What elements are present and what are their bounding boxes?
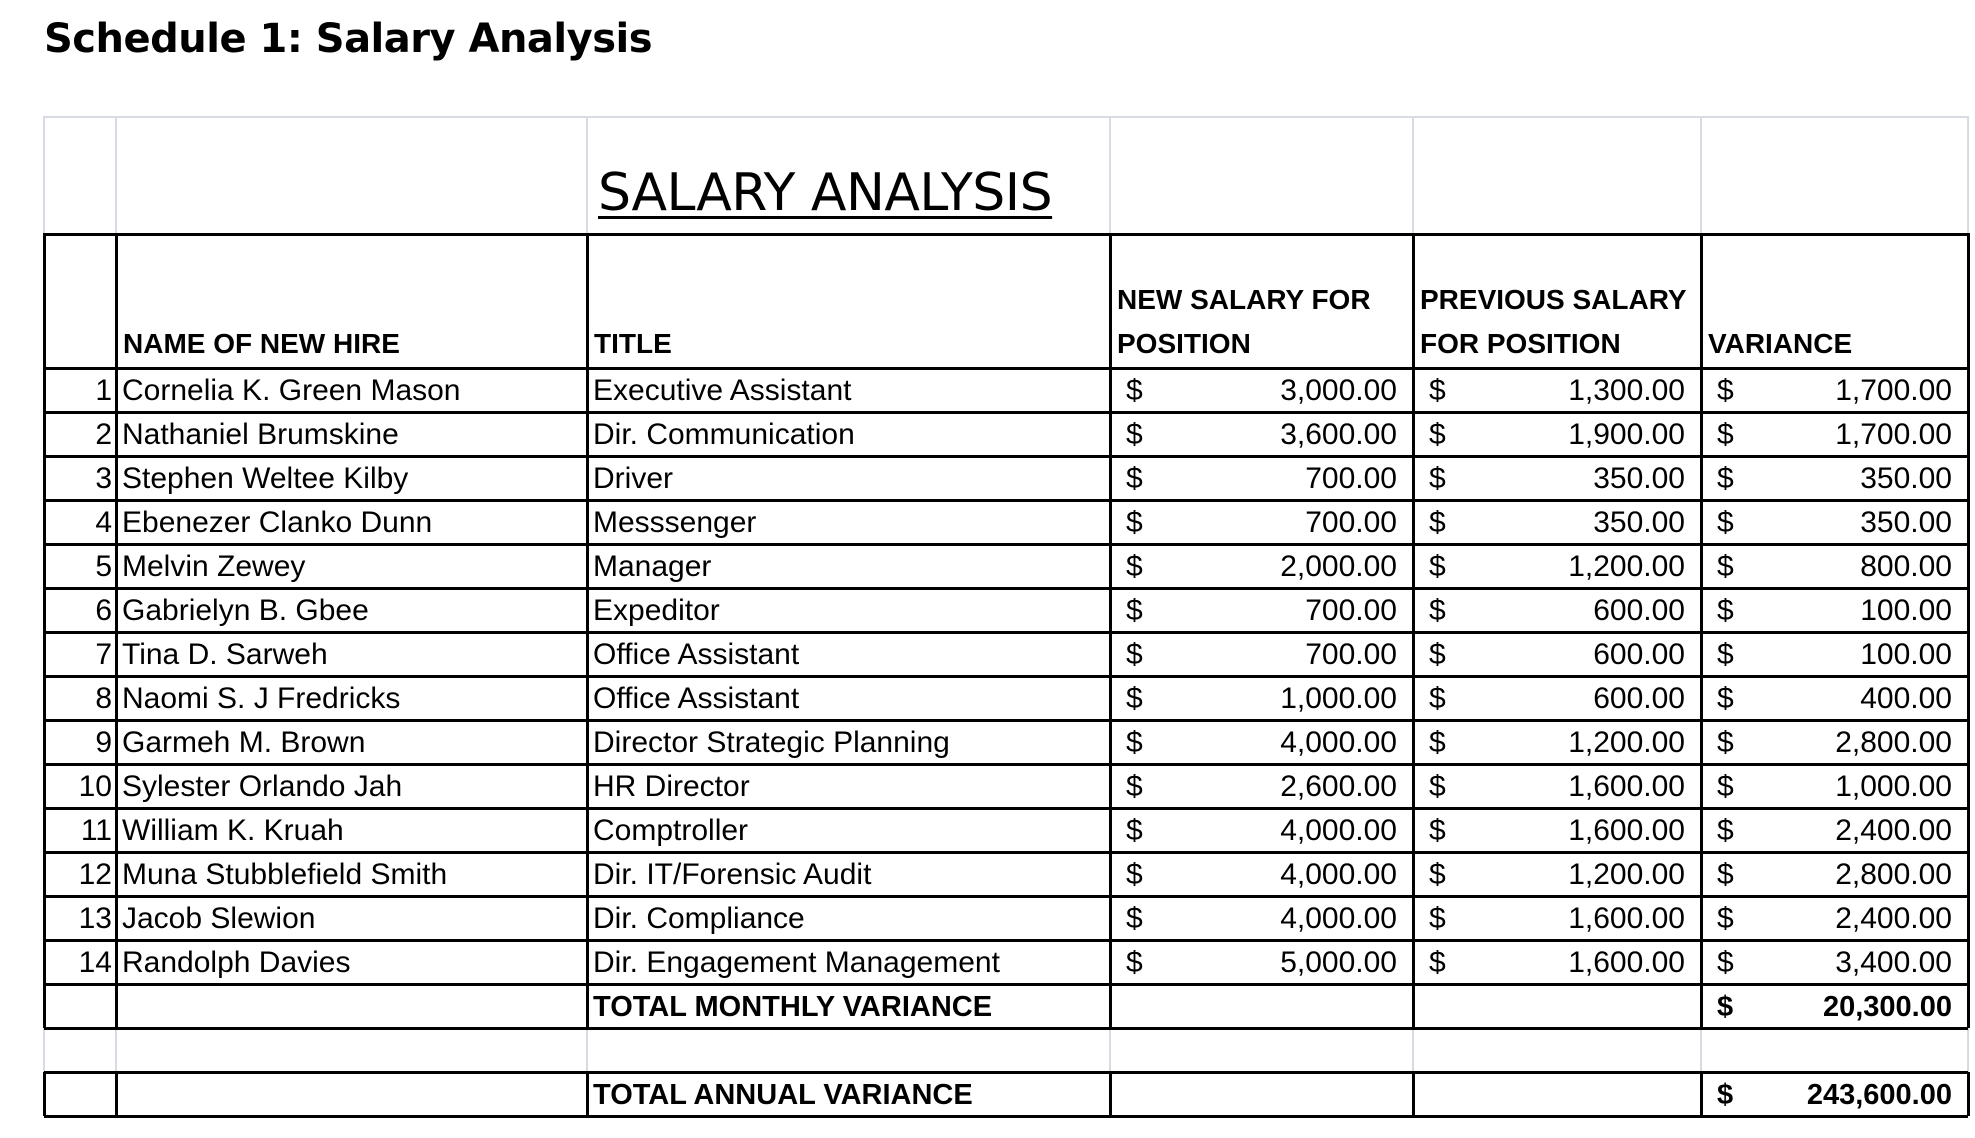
currency-symbol: $	[1717, 991, 1734, 1023]
column-header-title: TITLE	[594, 328, 672, 359]
currency-symbol: $	[1429, 594, 1446, 627]
hire-name: Sylester Orlando Jah	[122, 770, 403, 803]
hire-title: Dir. Compliance	[593, 902, 805, 935]
hire-title: Office Assistant	[593, 638, 800, 671]
column-header-new-salary: POSITION	[1117, 328, 1251, 359]
new-salary-amount: 700.00	[1305, 462, 1397, 495]
total-monthly-variance-label: TOTAL MONTHLY VARIANCE	[593, 991, 993, 1023]
currency-symbol: $	[1429, 418, 1446, 451]
new-salary-amount: 4,000.00	[1280, 858, 1397, 891]
row-number: 6	[95, 594, 112, 627]
currency-symbol: $	[1126, 374, 1143, 407]
table-border	[1700, 1072, 1703, 1116]
column-header-previous-salary: FOR POSITION	[1420, 328, 1621, 359]
currency-symbol: $	[1429, 726, 1446, 759]
currency-symbol: $	[1429, 506, 1446, 539]
hire-title: Director Strategic Planning	[593, 726, 950, 759]
new-salary-amount: 4,000.00	[1280, 726, 1397, 759]
previous-salary-amount: 600.00	[1593, 594, 1685, 627]
new-salary-amount: 4,000.00	[1280, 814, 1397, 847]
currency-symbol: $	[1429, 682, 1446, 715]
currency-symbol: $	[1429, 902, 1446, 935]
hire-name: Jacob Slewion	[122, 902, 316, 935]
row-number: 1	[95, 374, 112, 407]
table-border	[586, 233, 589, 1028]
variance-amount: 100.00	[1860, 638, 1952, 671]
hire-name: Gabrielyn B. Gbee	[122, 594, 369, 627]
previous-salary-amount: 1,300.00	[1568, 374, 1685, 407]
row-number: 4	[95, 506, 112, 539]
currency-symbol: $	[1126, 462, 1143, 495]
table-border	[1412, 233, 1415, 1028]
table-border	[115, 1072, 118, 1116]
currency-symbol: $	[1717, 506, 1734, 539]
currency-symbol: $	[1717, 1079, 1734, 1111]
new-salary-amount: 3,000.00	[1280, 374, 1397, 407]
row-number: 3	[95, 462, 112, 495]
hire-title: Expeditor	[593, 594, 720, 627]
currency-symbol: $	[1126, 946, 1143, 979]
currency-symbol: $	[1717, 418, 1734, 451]
currency-symbol: $	[1126, 858, 1143, 891]
hire-title: Dir. IT/Forensic Audit	[593, 858, 872, 891]
hire-name: Randolph Davies	[122, 946, 351, 979]
currency-symbol: $	[1717, 814, 1734, 847]
new-salary-amount: 700.00	[1305, 506, 1397, 539]
previous-salary-amount: 1,600.00	[1568, 946, 1685, 979]
variance-amount: 3,400.00	[1835, 946, 1952, 979]
currency-symbol: $	[1717, 550, 1734, 583]
currency-symbol: $	[1717, 682, 1734, 715]
total-monthly-variance-value: 20,300.00	[1822, 991, 1952, 1023]
hire-name: Stephen Weltee Kilby	[122, 462, 409, 495]
previous-salary-amount: 350.00	[1593, 462, 1685, 495]
new-salary-amount: 4,000.00	[1280, 902, 1397, 935]
currency-symbol: $	[1717, 462, 1734, 495]
previous-salary-amount: 600.00	[1593, 638, 1685, 671]
table-border	[44, 233, 1968, 236]
total-annual-variance-label: TOTAL ANNUAL VARIANCE	[593, 1079, 973, 1111]
row-number: 10	[78, 770, 112, 803]
previous-salary-amount: 1,600.00	[1568, 902, 1685, 935]
table-border	[1700, 233, 1703, 1028]
column-header-previous-salary: PREVIOUS SALARY	[1420, 284, 1687, 315]
variance-amount: 1,700.00	[1835, 418, 1952, 451]
currency-symbol: $	[1429, 462, 1446, 495]
currency-symbol: $	[1429, 814, 1446, 847]
table-border	[1109, 1072, 1112, 1116]
currency-symbol: $	[1126, 682, 1143, 715]
previous-salary-amount: 1,200.00	[1568, 858, 1685, 891]
variance-amount: 1,000.00	[1835, 770, 1952, 803]
hire-name: William K. Kruah	[122, 814, 344, 847]
row-number: 2	[95, 418, 112, 451]
currency-symbol: $	[1429, 946, 1446, 979]
hire-title: Dir. Communication	[593, 418, 855, 451]
variance-amount: 1,700.00	[1835, 374, 1952, 407]
hire-name: Muna Stubblefield Smith	[122, 858, 448, 891]
table-border	[586, 1072, 589, 1116]
row-number: 9	[95, 726, 112, 759]
currency-symbol: $	[1717, 638, 1734, 671]
currency-symbol: $	[1717, 902, 1734, 935]
hire-title: Driver	[593, 462, 673, 495]
currency-symbol: $	[1717, 858, 1734, 891]
currency-symbol: $	[1717, 770, 1734, 803]
currency-symbol: $	[1429, 550, 1446, 583]
hire-title: Dir. Engagement Management	[593, 946, 1000, 979]
new-salary-amount: 700.00	[1305, 594, 1397, 627]
previous-salary-amount: 1,600.00	[1568, 770, 1685, 803]
currency-symbol: $	[1429, 770, 1446, 803]
new-salary-amount: 2,600.00	[1280, 770, 1397, 803]
previous-salary-amount: 350.00	[1593, 506, 1685, 539]
currency-symbol: $	[1429, 638, 1446, 671]
currency-symbol: $	[1717, 726, 1734, 759]
currency-symbol: $	[1126, 594, 1143, 627]
currency-symbol: $	[1126, 506, 1143, 539]
currency-symbol: $	[1126, 550, 1143, 583]
variance-amount: 2,400.00	[1835, 814, 1952, 847]
variance-amount: 350.00	[1860, 462, 1952, 495]
new-salary-amount: 1,000.00	[1280, 682, 1397, 715]
currency-symbol: $	[1717, 946, 1734, 979]
row-number: 12	[78, 858, 112, 891]
currency-symbol: $	[1126, 770, 1143, 803]
total-annual-variance-value: 243,600.00	[1806, 1079, 1952, 1111]
gridline-horizontal	[44, 116, 1968, 118]
hire-title: Office Assistant	[593, 682, 800, 715]
table-border	[1412, 1072, 1415, 1116]
currency-symbol: $	[1429, 858, 1446, 891]
column-header-name: NAME OF NEW HIRE	[123, 328, 400, 359]
hire-title: Manager	[593, 550, 712, 583]
hire-title: Messsenger	[593, 506, 757, 539]
table-border	[1109, 233, 1112, 1028]
hire-name: Melvin Zewey	[122, 550, 306, 583]
hire-name: Naomi S. J Fredricks	[122, 682, 401, 715]
previous-salary-amount: 1,200.00	[1568, 726, 1685, 759]
row-number: 13	[78, 902, 112, 935]
page-heading: Schedule 1: Salary Analysis	[44, 16, 653, 62]
currency-symbol: $	[1126, 726, 1143, 759]
row-number: 5	[95, 550, 112, 583]
currency-symbol: $	[1717, 594, 1734, 627]
currency-symbol: $	[1717, 374, 1734, 407]
variance-amount: 2,400.00	[1835, 902, 1952, 935]
hire-name: Cornelia K. Green Mason	[122, 374, 461, 407]
currency-symbol: $	[1429, 374, 1446, 407]
table-title: SALARY ANALYSIS	[598, 163, 1053, 223]
hire-name: Tina D. Sarweh	[122, 638, 328, 671]
variance-amount: 400.00	[1860, 682, 1952, 715]
previous-salary-amount: 1,900.00	[1568, 418, 1685, 451]
currency-symbol: $	[1126, 638, 1143, 671]
table-border	[1967, 233, 1970, 1028]
table-border	[115, 233, 118, 1028]
row-number: 7	[95, 638, 112, 671]
column-header-variance: VARIANCE	[1708, 328, 1853, 359]
variance-amount: 350.00	[1860, 506, 1952, 539]
variance-amount: 100.00	[1860, 594, 1952, 627]
previous-salary-amount: 1,200.00	[1568, 550, 1685, 583]
previous-salary-amount: 600.00	[1593, 682, 1685, 715]
row-number: 11	[80, 814, 112, 847]
new-salary-amount: 5,000.00	[1280, 946, 1397, 979]
hire-name: Ebenezer Clanko Dunn	[122, 506, 433, 539]
row-number: 8	[95, 682, 112, 715]
salary-analysis-sheet	[44, 116, 1968, 1126]
variance-amount: 2,800.00	[1835, 858, 1952, 891]
variance-amount: 2,800.00	[1835, 726, 1952, 759]
new-salary-amount: 700.00	[1305, 638, 1397, 671]
new-salary-amount: 2,000.00	[1280, 550, 1397, 583]
hire-title: HR Director	[593, 770, 750, 803]
hire-name: Nathaniel Brumskine	[122, 418, 399, 451]
hire-title: Executive Assistant	[593, 374, 852, 407]
variance-amount: 800.00	[1860, 550, 1952, 583]
hire-title: Comptroller	[593, 814, 749, 847]
currency-symbol: $	[1126, 902, 1143, 935]
column-header-new-salary: NEW SALARY FOR	[1117, 284, 1371, 315]
table-border	[1967, 1072, 1970, 1116]
currency-symbol: $	[1126, 814, 1143, 847]
row-number: 14	[78, 946, 112, 979]
currency-symbol: $	[1126, 418, 1143, 451]
hire-name: Garmeh M. Brown	[122, 726, 366, 759]
previous-salary-amount: 1,600.00	[1568, 814, 1685, 847]
new-salary-amount: 3,600.00	[1280, 418, 1397, 451]
table-border	[43, 1072, 46, 1116]
